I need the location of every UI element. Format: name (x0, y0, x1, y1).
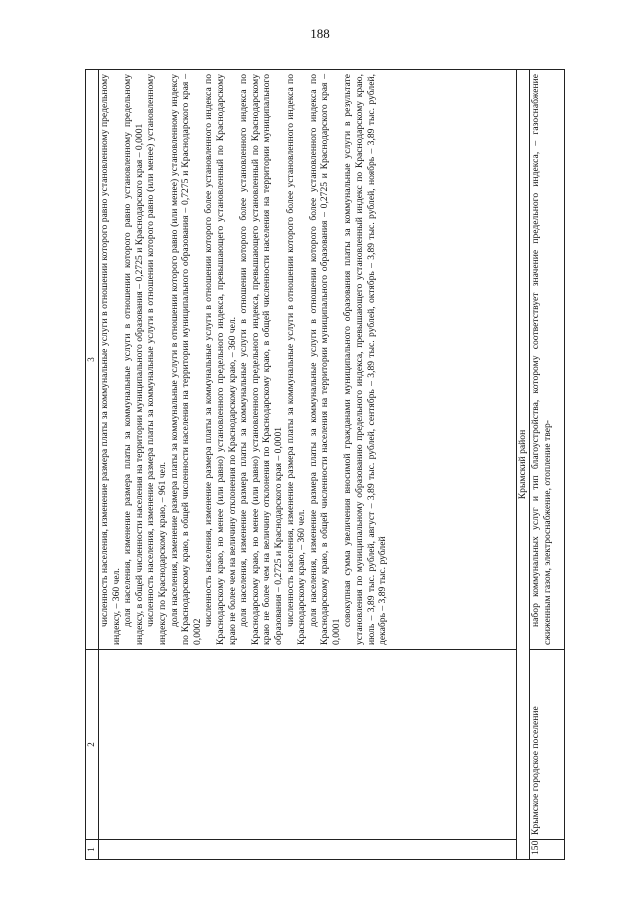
paragraph: доля населения, изменение размера платы за коммунальные услуги в отношении которого равно (или менее) установленному индексу по Краснодарскому краю, в общей численности населения на территории муниципального образования – 0,7275 и Краснодарского края – 0,0002 (168, 74, 203, 645)
table-row (530, 70, 565, 860)
settlement-name: Крымское городское поселение (530, 650, 565, 840)
section-row (517, 70, 530, 860)
paragraph: доля населения, изменение размера платы за коммунальные услуги в отношении которого равно установленному предельному индексу, в общей численности населения на территории муниципального образования – 0,2725 и Краснодарского края – 0,0001 (122, 74, 145, 645)
row-number: 150 (530, 840, 565, 860)
paragraph: численность населения, изменение размера платы за коммунальные услуги в отношении которого равно (или менее) установленному индексу по Краснодарскому краю, – 961 чел. (145, 74, 168, 645)
paragraph: численность населения, изменение размера платы за коммунальные услуги в отношении которого более установленного индекса по Краснодарскому краю, – 360 чел. (284, 74, 308, 645)
table-header-row (86, 70, 99, 860)
paragraph: совокупная сумма увеличения вносимой гражданами муниципального образования платы за коммунальные услуги в результате установления по муниципальному образованию предельного индекса, превышающего установленный индекс по Краснодарскому краю, июль – 3,89 тыс. рублей, август – 3,89 тыс. рублей, сентябрь – 3,89 тыс. рублей, октябрь – 3,89 тыс. рублей, ноябрь – 3,89 тыс. рублей, декабрь – 3,89 тыс. рублей (342, 74, 389, 645)
indicator-text-cell (99, 70, 517, 650)
paragraph: доля населения, изменение размера платы за коммунальные услуги в отношении которого более установленного индекса по Краснодарскому краю, в общей численности населения на территории муниципального образования – 0,2725 и Краснодарского края – 0,0001 (307, 74, 342, 645)
rotated-table-container (85, 70, 565, 860)
header-col-1: 1 (86, 840, 99, 860)
section-title: Крымский район (517, 70, 530, 860)
paragraph: численность населения, изменение размера платы за коммунальные услуги в отношении которого более установленного индекса по Краснодарскому краю, но менее (или равно) установленного предельного индекса, превышающего установленный по Краснодарскому краю не более чем на величину отклонения по Краснодарскому краю, – 360 чел. (203, 74, 238, 645)
page-number: 188 (310, 26, 330, 41)
header-col-3: 3 (86, 70, 99, 650)
header-col-2: 2 (86, 650, 99, 840)
paragraph: численность населения, изменение размера платы за коммунальные услуги в отношении которого равно установленному предельному индексу, – 360 чел. (99, 74, 122, 645)
data-table (85, 69, 565, 860)
paragraph: доля населения, изменение размера платы за коммунальные услуги в отношении которого более установленного индекса по Краснодарскому краю, но менее (или равно) установленного предельного индекса, превышающего установленный по Краснодарскому краю не более чем на величину отклонения по Краснодарскому краю, в общей численности населения на территории муниципального образования – 0,2725 и Краснодарского края – 0,0001 (238, 74, 284, 645)
table-row (99, 70, 517, 860)
row-description: набор коммунальных услуг и тип благоустройства, которому соответствует значение предельного индекса, – газоснабжение сжиженным газом, электроснабжение, отопление твер- (530, 70, 565, 650)
